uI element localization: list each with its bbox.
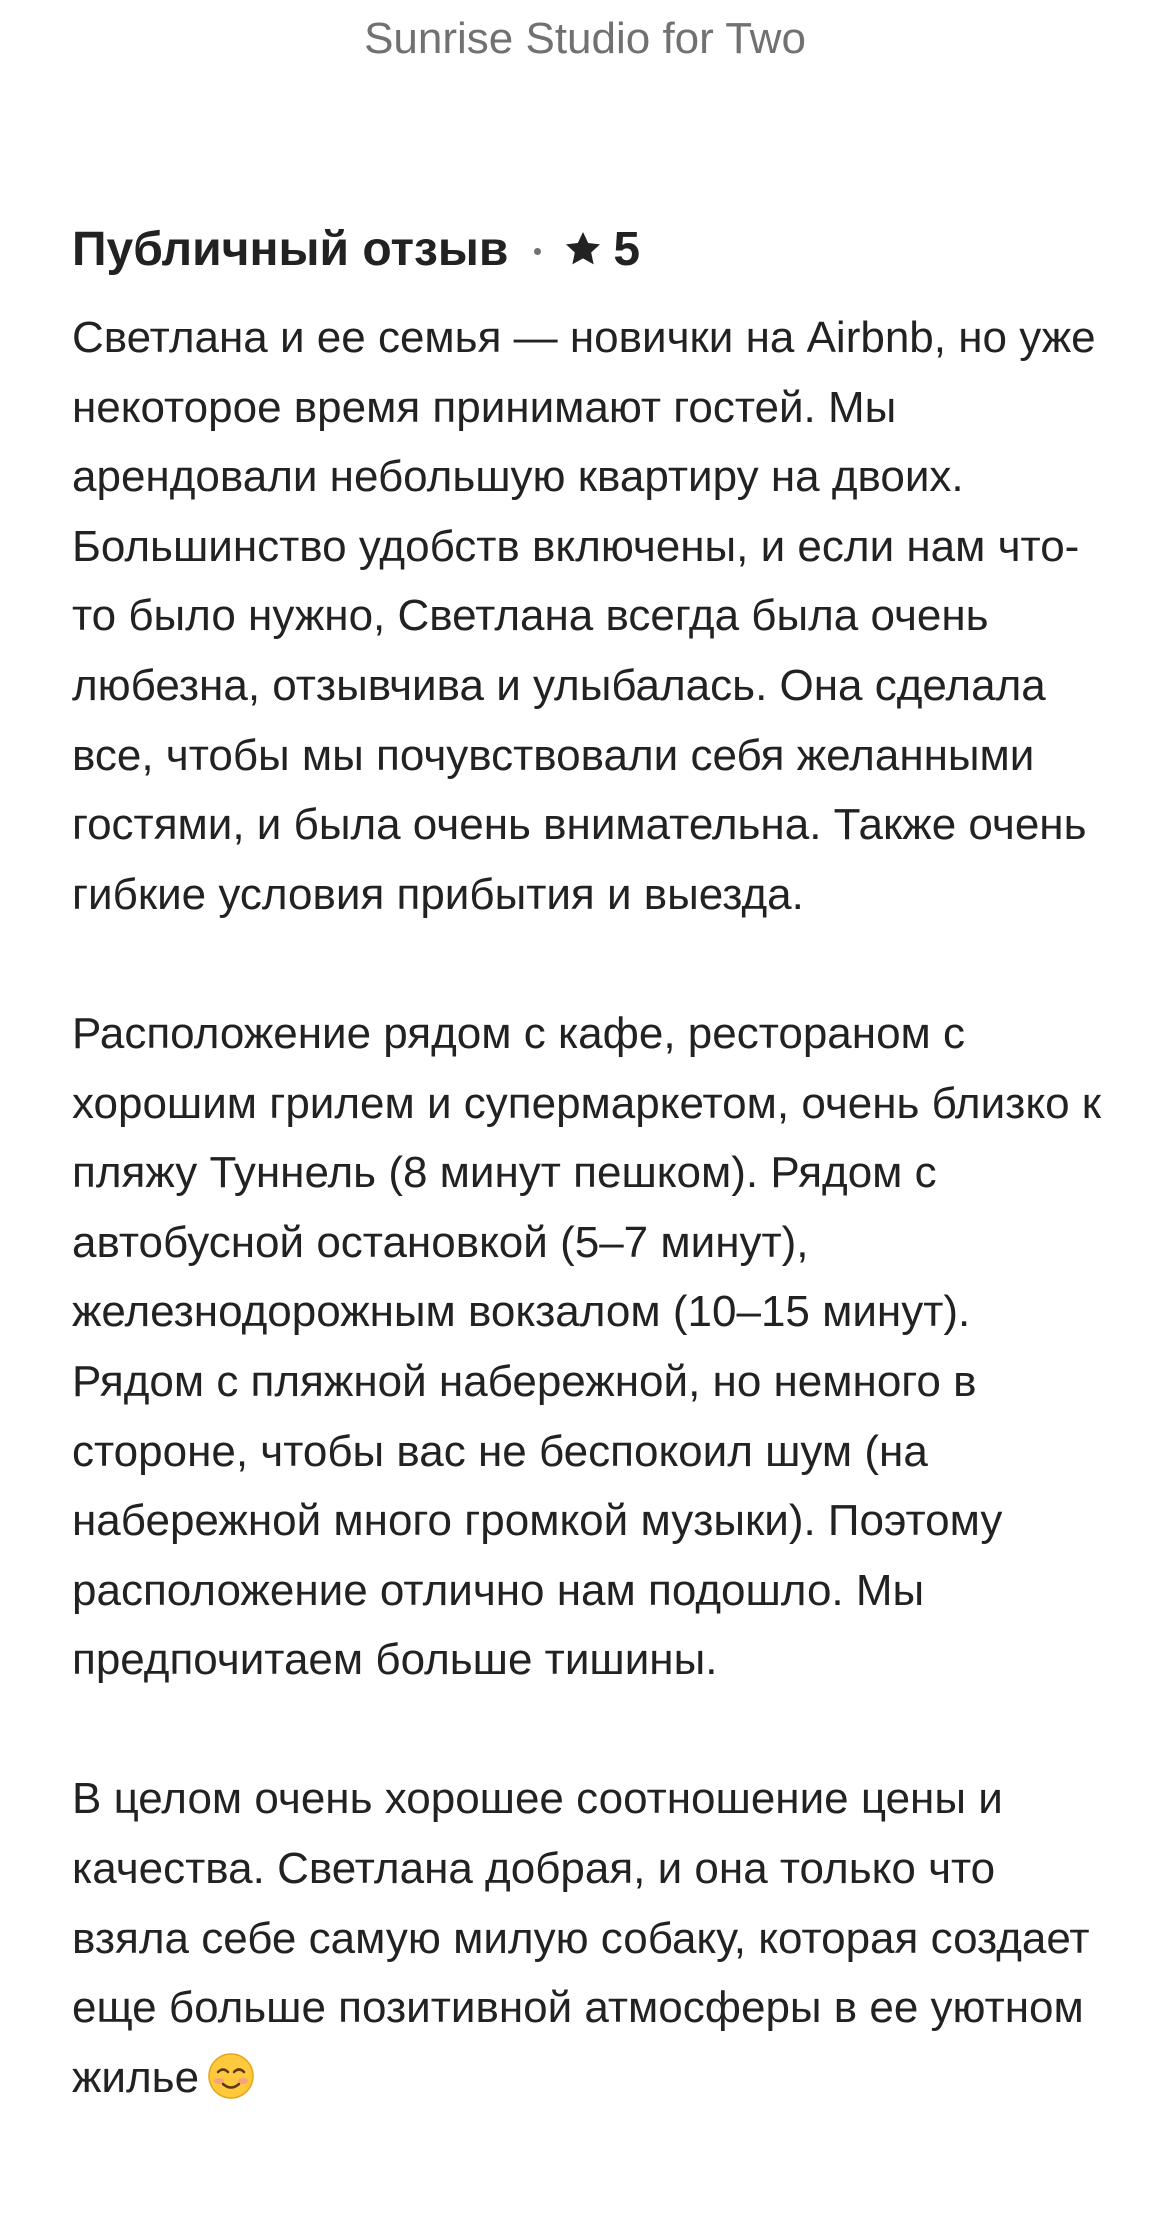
listing-title: Sunrise Studio for Two: [364, 14, 806, 63]
star-icon: [563, 229, 603, 269]
review-paragraph: [72, 1764, 1112, 2112]
review-heading: Публичный отзыв: [72, 222, 509, 276]
review-body: [72, 303, 1112, 2112]
review-paragraph: Светлана и ее семья — новички на Airbnb, но уже некоторое время принимают гостей. Мы арендовали небольшую квартиру на двоих. Большинство удобств включены, и если нам что-то было нужно, Светлана всегда была очень любезна, отзывчива и улыбалась. Она сделала все, чтобы мы почувствовали себя желанными гостями, и была очень внимательна. Также очень гибкие условия прибытия и выезда.: [72, 313, 1096, 919]
review-paragraph-text: В целом очень хорошее соотношение цены и качества. Светлана добрая, и она только что взяла себе самую милую собаку, которая создает еще больше позитивной атмосферы в ее уютном жилье: [72, 1774, 1090, 2102]
smiling-face-icon: [207, 2051, 255, 2099]
review-paragraph: Расположение рядом с кафе, рестораном с хорошим грилем и супермаркетом, очень близко к пляжу Туннель (8 минут пешком). Рядом с автобусной остановкой (5–7 минут), железнодорожным вокзалом (10–15 минут). Рядом с пляжной набережной, но немного в стороне, чтобы вас не беспокоил шум (на набережной много громкой музыки). Поэтому расположение отлично нам подошло. Мы предпочитаем больше тишины.: [72, 1008, 1102, 1685]
review-rating: 5: [613, 222, 641, 276]
review-header: [72, 215, 1112, 283]
public-review: [72, 215, 1112, 2112]
separator-dot: [534, 248, 541, 255]
